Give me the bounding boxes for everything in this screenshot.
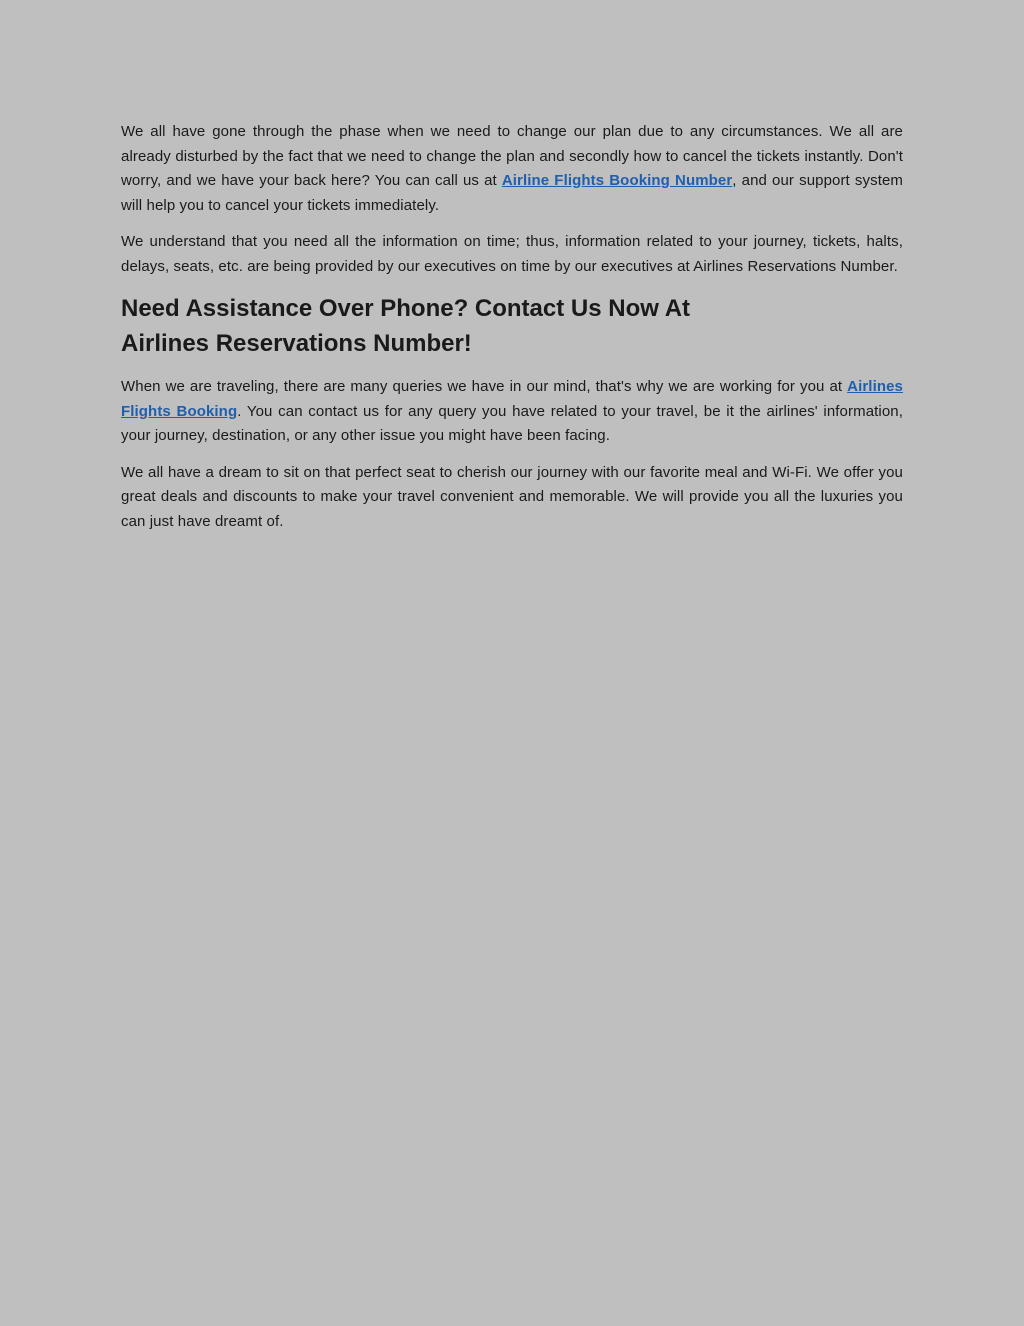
section-heading: Need Assistance Over Phone? Contact Us Now At Airlines Reservations Number! bbox=[121, 295, 691, 357]
paragraph-cancel-tickets bbox=[121, 120, 903, 218]
paragraph-text: , and our support system will help you to cancel your tickets immediately. bbox=[121, 172, 904, 214]
paragraph-information-on-time: We understand that you need all the information on time; thus, information related to your journey, tickets, halts, delays, seats, etc. are being provided by our executives on time by our executives at Airlines Reservations Number. bbox=[121, 233, 903, 275]
paragraph-queries bbox=[121, 375, 903, 449]
paragraph-text: We all have gone through the phase when we need to change our plan due to any circumstances. We all are already disturbed by the fact that we need to change the plan and secondly how to cancel the tickets instantly. Don't worry, and we have your back here? You can call us at bbox=[121, 123, 903, 189]
paragraph-dream-seat: We all have a dream to sit on that perfect seat to cherish our journey with our favorite meal and Wi-Fi. We offer you great deals and discounts to make your travel convenient and memorable. We will provide you all the luxuries you can just have dreamt of. bbox=[121, 463, 903, 530]
paragraph-text: . You can contact us for any query you have related to your travel, be it the airlines' information, your journey, destination, or any other issue you might have been facing. bbox=[121, 402, 903, 444]
airlines-flights-booking-link[interactable]: Airlines Flights Booking bbox=[121, 378, 903, 420]
airline-flights-booking-number-link[interactable]: Airline Flights Booking Number bbox=[501, 172, 733, 189]
paragraph-text: When we are traveling, there are many queries we have in our mind, that's why we are working for you at bbox=[121, 378, 848, 395]
